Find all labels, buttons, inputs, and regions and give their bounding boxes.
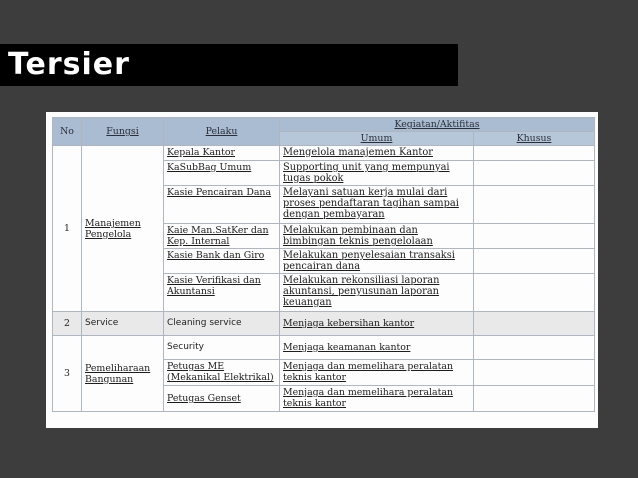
table-sheet	[46, 112, 598, 428]
pelaku-cell: KaSubBag Umum	[164, 161, 280, 186]
fungsi-cell: Pemeliharaan Bangunan	[82, 336, 164, 412]
khusus-cell	[474, 386, 595, 412]
header-pelaku: Pelaku	[164, 118, 280, 146]
header-no: No	[53, 118, 82, 146]
umum-cell: Menjaga dan memelihara peralatan teknis kantor	[280, 360, 474, 386]
umum-cell: Mengelola manajemen Kantor	[280, 146, 474, 161]
header-khusus: Khusus	[474, 132, 595, 146]
pelaku-cell: Petugas ME (Mekanikal Elektrikal)	[164, 360, 280, 386]
header-fungsi: Fungsi	[82, 118, 164, 146]
table-row	[53, 312, 595, 336]
khusus-cell	[474, 224, 595, 249]
pelaku-cell: Kepala Kantor	[164, 146, 280, 161]
umum-cell: Melayani satuan kerja mulai dari proses pendaftaran tagihan sampai dengan pembayaran	[280, 186, 474, 224]
pelaku-cell: Cleaning service	[164, 312, 280, 336]
fungsi-cell: Manajemen Pengelola	[82, 146, 164, 312]
khusus-cell	[474, 360, 595, 386]
row-number: 3	[53, 336, 82, 412]
row-number: 2	[53, 312, 82, 336]
pelaku-cell: Security	[164, 336, 280, 360]
header-umum: Umum	[280, 132, 474, 146]
umum-cell: Supporting unit yang mempunyai tugas pokok	[280, 161, 474, 186]
header-kegiatan: Kegiatan/Aktifitas	[280, 118, 595, 132]
umum-cell: Menjaga dan memelihara peralatan teknis kantor	[280, 386, 474, 412]
khusus-cell	[474, 186, 595, 224]
page-title: Tersier	[8, 47, 130, 82]
pelaku-cell: Kasie Pencairan Dana	[164, 186, 280, 224]
khusus-cell	[474, 336, 595, 360]
khusus-cell	[474, 274, 595, 312]
umum-cell: Melakukan pembinaan dan bimbingan teknis pengelolaan	[280, 224, 474, 249]
table-row	[53, 336, 595, 360]
khusus-cell	[474, 161, 595, 186]
khusus-cell	[474, 312, 595, 336]
umum-cell: Melakukan rekonsiliasi laporan akuntansi, penyusunan laporan keuangan	[280, 274, 474, 312]
row-number: 1	[53, 146, 82, 312]
activity-table	[52, 117, 595, 412]
umum-cell: Melakukan penyelesaian transaksi pencairan dana	[280, 249, 474, 274]
table-row	[53, 146, 595, 161]
umum-cell: Menjaga kebersihan kantor	[280, 312, 474, 336]
pelaku-cell: Petugas Genset	[164, 386, 280, 412]
title-bar	[0, 44, 458, 86]
pelaku-cell: Kasie Bank dan Giro	[164, 249, 280, 274]
khusus-cell	[474, 249, 595, 274]
pelaku-cell: Kasie Verifikasi dan Akuntansi	[164, 274, 280, 312]
pelaku-cell: Kaie Man.SatKer dan Kep. Internal	[164, 224, 280, 249]
umum-cell: Menjaga keamanan kantor	[280, 336, 474, 360]
fungsi-cell: Service	[82, 312, 164, 336]
khusus-cell	[474, 146, 595, 161]
